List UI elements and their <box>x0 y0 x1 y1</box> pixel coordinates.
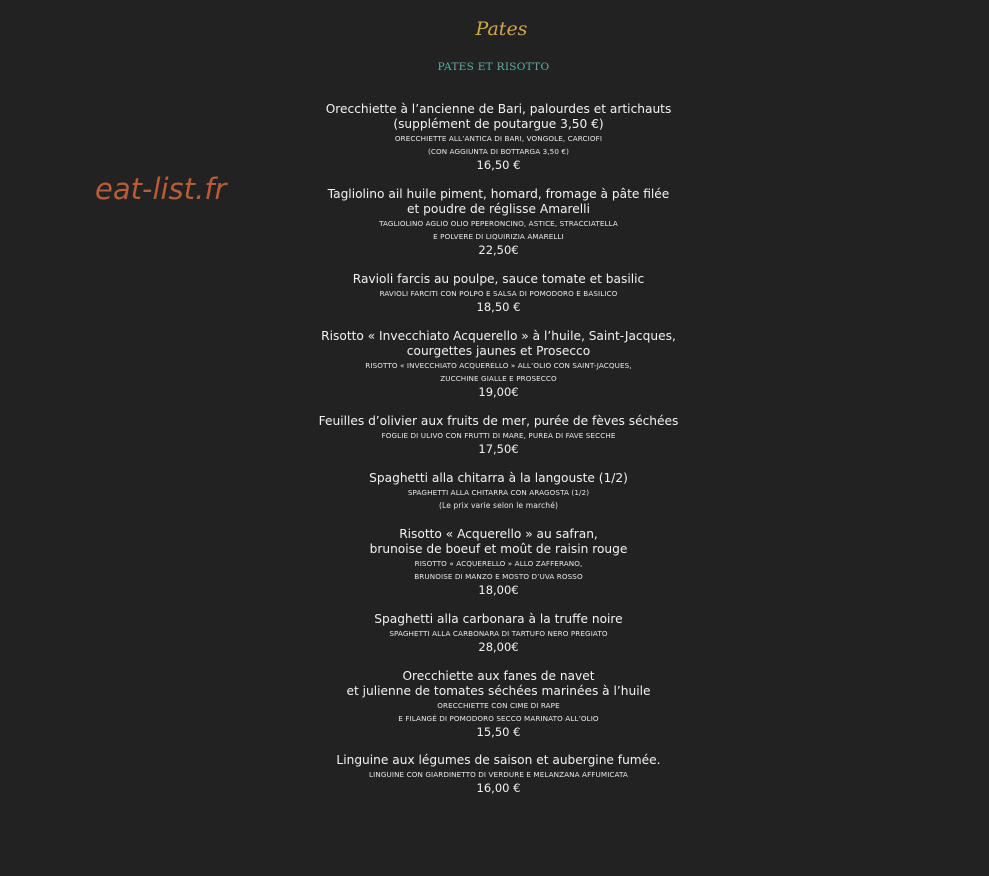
dish-name-fr: Linguine aux légumes de saison et aubergine fumée. <box>336 753 661 767</box>
dish-item <box>0 414 989 457</box>
dish-price: 28,00€ <box>478 640 519 654</box>
dish-name-it: ZUCCHINE GIALLE E PROSECCO <box>440 374 557 383</box>
dish-name-it: ORECCHIETTE CON CIME DI RAPE <box>437 701 560 710</box>
dish-item <box>0 753 989 796</box>
dish-name-it: (CON AGGIUNTA DI BOTTARGA 3,50 €) <box>427 147 569 156</box>
dish-name-it: RISOTTO « INVECCHIATO ACQUERELLO » ALL’OLIO CON SAINT-JACQUES, <box>365 361 632 370</box>
dish-item <box>0 102 989 173</box>
dish-name-it: TAGLIOLINO AGLIO OLIO PEPERONCINO, ASTICE, STRACCIATELLA <box>379 219 618 228</box>
dish-name-it: E FILANGÉ DI POMODORO SECCO MARINATO ALL’OLIO <box>398 714 599 723</box>
dish-price: 18,00€ <box>478 583 519 597</box>
dish-name-fr: Tagliolino ail huile piment, homard, fromage à pâte filée <box>327 187 670 201</box>
dish-price: 16,00 € <box>476 781 521 795</box>
dish-price: 16,50 € <box>476 158 521 172</box>
dish-item <box>0 612 989 655</box>
dish-name-it: RAVIOLI FARCITI CON POLPO E SALSA DI POMODORO E BASILICO <box>379 289 618 298</box>
dish-item <box>0 527 989 598</box>
dish-price: 17,50€ <box>478 442 519 456</box>
dish-name-fr: Feuilles d’olivier aux fruits de mer, purée de fèves séchées <box>318 414 679 428</box>
section-subtitle: PATES ET RISOTTO <box>437 61 550 73</box>
dish-name-fr: courgettes jaunes et Prosecco <box>406 344 591 358</box>
dish-price: 15,50 € <box>476 725 521 739</box>
dish-item <box>0 669 989 740</box>
dish-name-it: FOGLIE DI ULIVO CON FRUTTI DI MARE, PUREA DI FAVE SECCHE <box>381 431 616 440</box>
section-title: Pates <box>475 18 528 40</box>
dish-price-note: (Le prix varie selon le marché) <box>438 501 559 510</box>
dish-name-it: ORECCHIETTE ALL’ANTICA DI BARI, VONGOLE, CARCIOFI <box>394 134 603 143</box>
dish-name-it: RISOTTO « ACQUERELLO » ALLO ZAFFERANO, <box>414 559 583 568</box>
dish-name-fr: Orecchiette à l’ancienne de Bari, palourdes et artichauts <box>325 102 672 116</box>
dish-name-fr: Orecchiette aux fanes de navet <box>402 669 595 683</box>
dish-price: 18,50 € <box>476 300 521 314</box>
dish-item <box>0 329 989 400</box>
dish-name-it: SPAGHETTI ALLA CHITARRA CON ARAGOSTA (1/2) <box>407 488 590 497</box>
dish-name-fr: (supplément de poutargue 3,50 €) <box>393 117 604 131</box>
dish-name-it: E POLVERE DI LIQUIRIZIA AMARELLI <box>433 232 564 241</box>
watermark: eat-list.fr <box>95 172 227 206</box>
dish-name-fr: Risotto « Acquerello » au safran, <box>399 527 598 541</box>
dish-name-fr: Spaghetti alla carbonara à la truffe noire <box>374 612 623 626</box>
dish-name-it: LINGUINE CON GIARDINETTO DI VERDURE E MELANZANA AFFUMICATA <box>369 770 628 779</box>
dish-price: 19,00€ <box>478 385 519 399</box>
dish-name-it: SPAGHETTI ALLA CARBONARA DI TARTUFO NERO PREGIATO <box>389 629 608 638</box>
dish-name-it: BRUNOISE DI MANZO E MOSTO D’UVA ROSSO <box>414 572 583 581</box>
dish-name-fr: et poudre de réglisse Amarelli <box>407 202 590 216</box>
dish-name-fr: brunoise de boeuf et moût de raisin rouge <box>369 542 628 556</box>
dish-item <box>0 187 989 258</box>
dish-item <box>0 471 989 512</box>
dish-price: 22,50€ <box>478 243 519 257</box>
dish-item <box>0 272 989 315</box>
dish-name-fr: Spaghetti alla chitarra à la langouste (1/2) <box>369 471 628 485</box>
dish-name-fr: Risotto « Invecchiato Acquerello » à l’huile, Saint-Jacques, <box>321 329 676 343</box>
dish-name-fr: Ravioli farcis au poulpe, sauce tomate et basilic <box>352 272 645 286</box>
dish-name-fr: et julienne de tomates séchées marinées à l’huile <box>346 684 651 698</box>
